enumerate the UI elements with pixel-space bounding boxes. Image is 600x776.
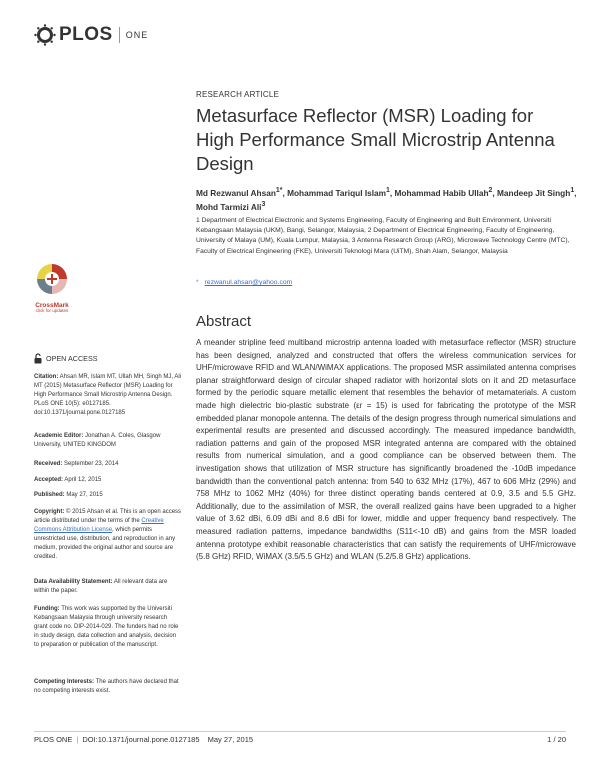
published-date: May 27, 2015: [66, 492, 103, 498]
funding-label: Funding:: [34, 606, 60, 612]
logo-one-text: ONE: [125, 30, 149, 40]
author-affiliation-marker: 1*: [275, 187, 283, 194]
author-name: Md Rezwanul Ahsan: [196, 187, 276, 198]
footer-date: May 27, 2015: [207, 735, 254, 744]
page-number: 1 / 20: [547, 735, 566, 744]
competing-interests-text: The authors have declared that no competing interests exist.: [34, 679, 179, 695]
crossmark-icon: [35, 262, 69, 298]
footer-divider: [34, 731, 566, 732]
open-access-label: [34, 353, 98, 364]
citation-label: Citation:: [34, 374, 59, 380]
article-type: RESEARCH ARTICLE: [196, 90, 280, 99]
funding-text: This work was supported by the Universiti Kebangsaan Malaysia through university research grant code no. DIP-2014-029. The funders had no role in study design, data collection and analysis, decision to preparation or publication of the manuscript.: [34, 606, 179, 649]
copyright-text-cont: , which permits unrestricted use, distribution, and reproduction in any medium, provided the original author and source are credited.: [34, 527, 176, 561]
author-affiliation-marker: 3: [261, 201, 266, 209]
published-block: [34, 491, 182, 500]
plos-logo-icon: [34, 24, 56, 46]
editor-text: Jonathan A. Coles, Glasgow University, UNITED KINGDOM: [34, 433, 161, 449]
author-affiliation-marker: 1: [570, 187, 575, 194]
crossmark-sublabel: click for updates: [35, 308, 69, 313]
logo-divider: [119, 27, 120, 43]
author-name: Mohammad Tariqul Islam: [287, 187, 387, 198]
open-access-text: OPEN ACCESS: [46, 354, 98, 363]
footer-doi[interactable]: DOI:10.1371/journal.pone.0127185: [82, 735, 200, 744]
accepted-date: April 12, 2015: [64, 477, 102, 483]
email-link[interactable]: rezwanul.ahsan@yahoo.com: [204, 279, 293, 286]
published-label: Published:: [34, 492, 65, 498]
copyright-text: © 2015 Ahsan et al. This is an open access article distributed under the terms of the: [34, 509, 182, 525]
data-availability-label: Data Availability Statement:: [34, 579, 113, 585]
abstract-text: A meander stripline feed multiband microstrip antenna loaded with metasurface reflector (MSR) structure has been designed, analyzed and constructed that offers the wireless communication services for UHF/microwave RFID and WLAN/WiMAX applications. The proposed MSR assimilated antenna comprises planar straightforward design of circular shaped radiator with horizontal slots on it and 2D metasurface formed by the periodic square metallic element that resembles the behavior of metamaterials. A custom made high dielectric bio-plastic substrate (εr = 15) is used for fabricating the prototype of the MSR embedded planar monopole antenna. The details of the design progress through numerical simulations and experimental results are presented and discussed accordingly. The measured impedance bandwidth, radiation patterns and gain of the proposed MSR integrated antenna are compared with the obtained results from numerical simulation, and a good compliance can be observed between them. The investigation shows that utilization of MSR structure has significantly broadened the -10dB impedance bandwidth than the conventional patch antenna: from 540 to 632 MHz (17%), 467 to 606 MHz (29%) and 758 MHz to 1062 MHz (40%) for three distinct operating bands centered at 0.9, 3.5 and 5.5 GHz. Additionally, due to the assimilation of MSR, the overall realized gains have been upgraded to a higher value of 3.62 dBi, 6.09 dBi and 8.6 dBi for lower, middle and upper frequency band respectively. The measured radiation patterns, impedance bandwidths (S11<-10 dB) and gains from the MSR loaded antenna prototype exhibit reasonable characteristics that can satisfy the requirements of UHF/microwave (5.8 GHz) RFID, WiMAX (3.5/5.5 GHz) and WLAN (5.2/5.8 GHz) applications.: [196, 338, 576, 562]
footer-separator: |: [76, 735, 79, 744]
crossmark-badge[interactable]: [32, 262, 72, 313]
received-date: September 23, 2014: [64, 461, 119, 467]
academic-editor-block: [34, 432, 182, 450]
page-footer: [34, 735, 253, 744]
editor-label: Academic Editor:: [34, 433, 84, 439]
author-affiliation-marker: 2: [488, 187, 493, 194]
article-title: Metasurface Reflector (MSR) Loading for High Performance Small Microstrip Antenna Design: [196, 105, 555, 174]
data-availability-block: [34, 578, 182, 596]
funding-block: [34, 605, 182, 650]
author-list: Md Rezwanul Ahsan$^{1*}$, Mohammad Tariqul Islam$^1$, Mohammad Habib Ullah$^2$, Mandeep Jit Singh$^1$, Mohd Tarmizi Ali$^3$: [196, 187, 577, 213]
author-affiliation-marker: 1: [386, 187, 390, 194]
copyright-block: [34, 508, 182, 563]
author-name: Mandeep Jit Singh: [497, 187, 571, 198]
open-lock-icon: [34, 353, 42, 364]
crossmark-label: CrossMark: [35, 302, 69, 309]
accepted-label: Accepted:: [34, 477, 64, 483]
footer-journal: PLOS ONE: [34, 735, 73, 744]
abstract-heading: Abstract: [196, 313, 252, 330]
corresponding-marker: *: [196, 279, 199, 286]
data-availability-text: All relevant data are within the paper.: [34, 579, 168, 595]
received-block: [34, 460, 182, 469]
competing-interests-label: Competing Interests:: [34, 679, 95, 685]
author-name: Mohd Tarmizi Ali: [196, 202, 262, 213]
accepted-block: [34, 476, 182, 485]
citation-text: Ahsan MR, Islam MT, Ullah MH, Singh MJ, Ali MT (2015) Metasurface Reflector (MSR) Loading for High Performance Small Microstrip Antenna Design. PLoS ONE 10(5): e0127185. doi:10.1371/journal.pone.0127185: [34, 374, 182, 417]
citation-block: [34, 373, 182, 418]
corresponding-email: [196, 279, 292, 286]
license-link[interactable]: Creative Commons Attribution License: [34, 518, 164, 534]
competing-interests-block: [34, 678, 182, 696]
logo-plos-text: PLOS: [59, 24, 113, 45]
received-label: Received:: [34, 461, 63, 467]
plos-one-logo[interactable]: [34, 24, 148, 46]
copyright-label: Copyright:: [34, 509, 65, 515]
affiliations: 1 Department of Electrical Electronic and Systems Engineering, Faculty of Engineering and Built Environment, Universiti Kebangsaan Malaysia (UKM), Bangi, Selangor, Malaysia, 2 Department of Electrical Engineering, Faculty of Engineering, University of Malaya (UM), Kuala Lumpur, Malaysia, 3 Antenna Research Group (ARG), Microwave Technology Centre (MTC), Faculty of Electrical Engineering (FKE), Universiti Teknologi Mara (UiTM), Shah Alam, Selangor, Malaysia: [196, 217, 570, 255]
author-name: Mohammad Habib Ullah: [394, 187, 489, 198]
